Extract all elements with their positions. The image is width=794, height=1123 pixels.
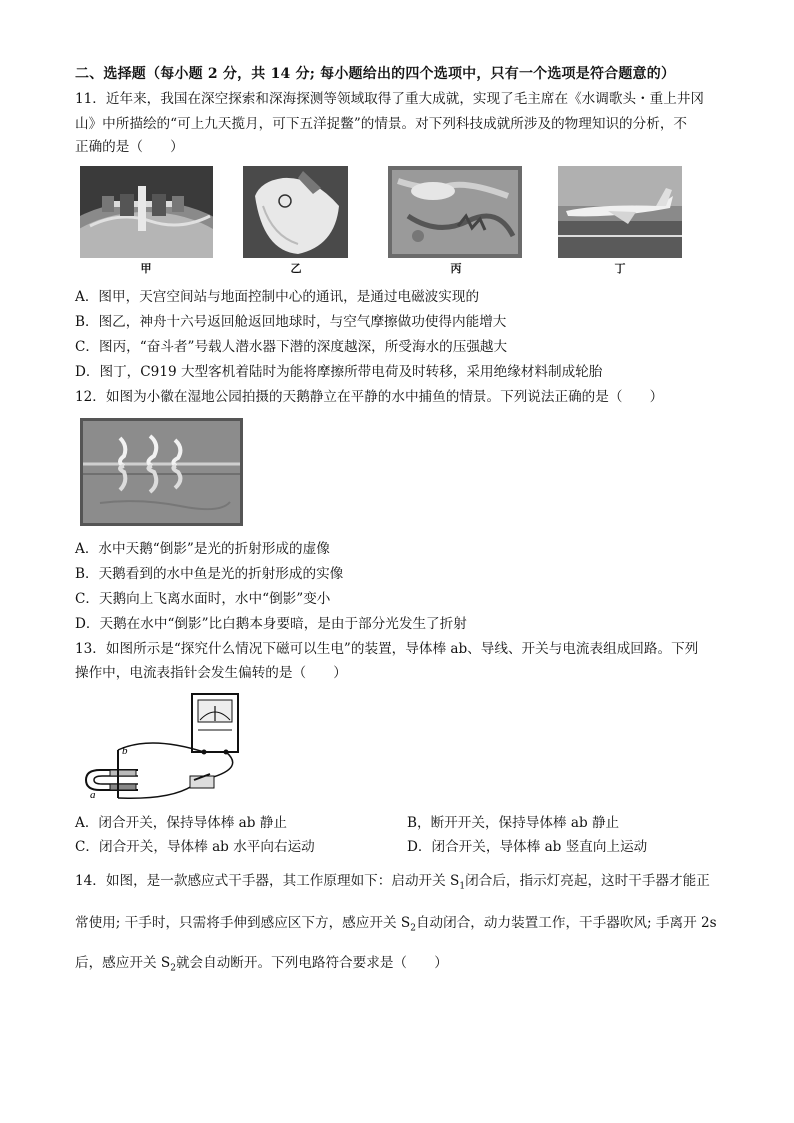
label-b: b [122, 745, 128, 757]
q12-figure-swan [80, 418, 243, 526]
q14-line3-sub: 2 [170, 963, 176, 974]
q13-option-b[interactable]: B，断开开关，保持导体棒 ab 静止 [407, 815, 620, 831]
q14-line1-text: 14．如图，是一款感应式干手器，其工作原理如下：启动开关 S [75, 873, 460, 889]
q11-figure-space-station [80, 166, 213, 258]
q12-option-d[interactable]: D．天鹅在水中“倒影”比白鹅本身要暗，是由于部分光发生了折射 [75, 616, 467, 632]
q11-stem-line-2: 山》中所描绘的“可上九天揽月，可下五洋捉鳖”的情景。对下列科技成就所涉及的物理知识的分析，不 [75, 116, 688, 132]
q11-stem-line-3: 正确的是（ ） [75, 139, 184, 155]
q13-option-c[interactable]: C．闭合开关，导体棒 ab 水平向右运动 [75, 839, 315, 855]
q14-stem-line-1 [75, 870, 710, 898]
q13-option-d[interactable]: D．闭合开关，导体棒 ab 竖直向上运动 [407, 839, 648, 855]
q12-option-a[interactable]: A．水中天鹅“倒影”是光的折射形成的虚像 [75, 541, 330, 557]
q11-option-a[interactable]: A．图甲，天宫空间站与地面控制中心的通讯，是通过电磁波实现的 [75, 289, 480, 305]
q14-line3-text-end: 就会自动断开。下列电路符合要求是（ ） [175, 955, 448, 971]
q14-line1-text-end: 闭合后，指示灯亮起，这时干手器才能正 [465, 873, 710, 889]
q14-line3-text: 后，感应开关 S [75, 955, 171, 971]
q13-stem-line-2: 操作中，电流表指针会发生偏转的是（ ） [75, 665, 347, 681]
q11-figure-c919-airplane [558, 166, 682, 258]
q14-line2-text-end: 自动闭合，动力装置工作，干手器吹风; 手离开 2s [415, 915, 717, 931]
q11-option-d[interactable]: D．图丁，C919 大型客机着陆时为能将摩擦所带电荷及时转移，采用绝缘材料制成轮胎 [75, 364, 603, 380]
q11-caption-4: 丁 [614, 262, 626, 275]
section-title: 二、选择题（每小题 2 分，共 14 分; 每小题给出的四个选项中，只有一个选项是符合题意的） [75, 66, 676, 82]
switch [190, 774, 214, 788]
q12-stem-line-1: 12．如图为小徽在湿地公园拍摄的天鹅静立在平静的水中捕鱼的情景。下列说法正确的是（ ） [75, 389, 664, 405]
q13-option-a[interactable]: A．闭合开关，保持导体棒 ab 静止 [75, 815, 287, 831]
q11-option-b[interactable]: B．图乙，神舟十六号返回舱返回地球时，与空气摩擦做功使得内能增大 [75, 314, 507, 330]
q14-line2-text: 常使用; 干手时，只需将手伸到感应区下方，感应开关 S [75, 915, 411, 931]
q14-stem-line-3 [75, 952, 448, 980]
q11-caption-1: 甲 [140, 262, 152, 275]
q13-stem-line-1: 13．如图所示是“探究什么情况下磁可以生电”的装置，导体棒 ab、导线、开关与电流表组成回路。下列 [75, 641, 699, 657]
q12-option-c[interactable]: C．天鹅向上飞离水面时，水中“倒影”变小 [75, 591, 331, 607]
label-a: a [90, 789, 96, 801]
ammeter [192, 694, 238, 755]
q14-line1-sub: 1 [459, 881, 466, 892]
q14-stem-line-2 [75, 912, 717, 940]
q12-option-b[interactable]: B．天鹅看到的水中鱼是光的折射形成的实像 [75, 566, 344, 582]
q11-caption-2: 乙 [290, 262, 302, 275]
q14-line2-sub: 2 [410, 923, 416, 934]
q11-figure-submersible [388, 166, 522, 258]
q11-caption-3: 丙 [450, 262, 462, 275]
q11-option-c[interactable]: C．图丙，“奋斗者”号载人潜水器下潜的深度越深，所受海水的压强越大 [75, 339, 508, 355]
q13-figure-induction-apparatus [80, 690, 250, 802]
q11-figure-return-capsule [243, 166, 348, 258]
q11-stem-line-1: 11．近年来，我国在深空探索和深海探测等领域取得了重大成就，实现了毛主席在《水调歌头・重上井冈 [75, 91, 705, 107]
u-magnet [86, 770, 138, 790]
